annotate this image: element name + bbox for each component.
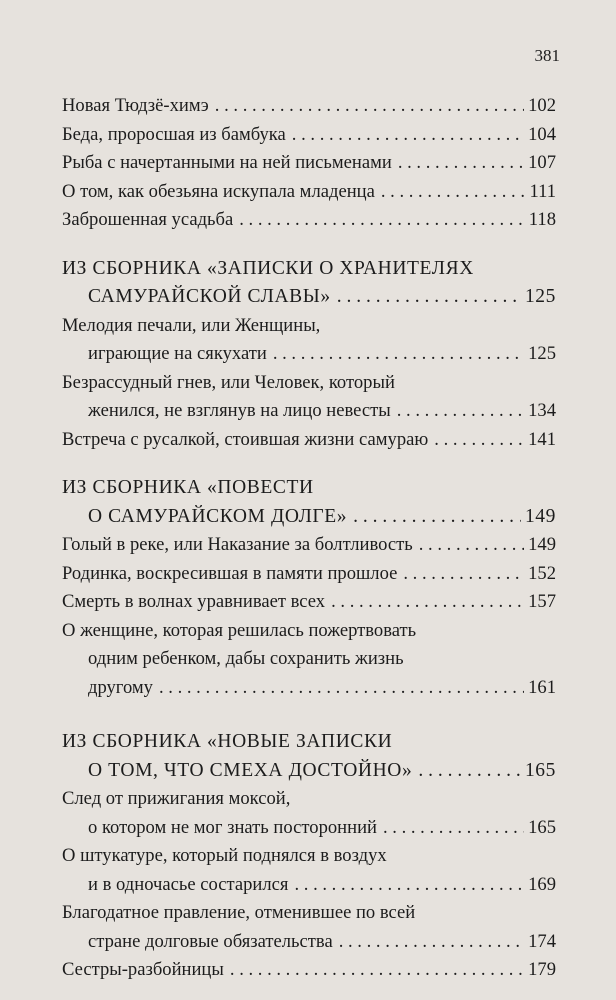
toc-line-text: женился, не взглянув на лицо невесты — [88, 400, 391, 421]
dot-leader — [397, 560, 524, 589]
dot-leader — [428, 426, 524, 455]
toc-entry[interactable] — [62, 312, 556, 369]
toc-line — [62, 842, 556, 871]
toc-line — [62, 503, 556, 532]
dot-leader — [267, 340, 524, 369]
toc-entry[interactable] — [62, 121, 556, 150]
dot-leader — [233, 206, 525, 235]
dot-leader — [391, 397, 524, 426]
toc-page-ref: 179 — [528, 959, 556, 980]
dot-leader — [413, 531, 524, 560]
toc-line-text: о котором не мог знать посторонний — [88, 816, 377, 838]
toc-line — [62, 121, 556, 150]
toc-section-heading[interactable] — [62, 474, 556, 531]
toc-page-ref: 165 — [528, 816, 556, 838]
dot-leader — [224, 956, 524, 985]
toc-line-text: ИЗ СБОРНИКА «НОВЫЕ ЗАПИСКИ — [62, 731, 393, 752]
toc-line — [62, 728, 556, 757]
toc-page-ref: 161 — [528, 676, 556, 698]
toc-line — [62, 645, 556, 674]
toc-line — [62, 531, 556, 560]
toc-line-text: другому — [88, 676, 153, 698]
page-number: 381 — [534, 46, 560, 65]
toc-line-text: О женщине, которая решилась пожертвовать — [62, 619, 417, 641]
section-gap — [62, 702, 556, 728]
toc-line-text: САМУРАЙСКОЙ СЛАВЫ» — [88, 286, 331, 307]
toc-line — [62, 426, 556, 455]
toc-line-text: играющие на сякухати — [88, 343, 267, 364]
toc-line — [62, 283, 556, 312]
toc-line — [62, 617, 556, 646]
toc-page-ref: 125 — [524, 286, 556, 307]
toc-line — [62, 928, 556, 957]
toc-line-text: Безрассудный гнев, или Человек, который — [62, 371, 395, 393]
toc-line — [62, 369, 556, 398]
dot-leader — [347, 503, 521, 532]
toc-line — [62, 757, 556, 786]
toc-line-text: След от прижигания моксой, — [62, 788, 291, 809]
toc-line — [62, 255, 556, 284]
toc-page-ref: 102 — [528, 95, 556, 116]
toc-line — [62, 92, 556, 121]
toc-entry[interactable] — [62, 899, 556, 956]
toc-line-text: О том, как обезьяна искупала младенца — [62, 180, 375, 202]
toc-line-text: Голый в реке, или Наказание за болтливость — [62, 534, 413, 555]
toc-line-text: О штукатуре, который поднялся в воздух — [62, 845, 387, 866]
toc-line — [62, 312, 556, 341]
toc-page-ref: 134 — [528, 400, 556, 421]
toc-page-ref: 118 — [528, 209, 556, 230]
dot-leader — [331, 283, 521, 312]
toc-page-ref: 152 — [528, 562, 556, 584]
table-of-contents — [62, 92, 556, 985]
dot-leader — [209, 92, 524, 121]
toc-entry[interactable] — [62, 588, 556, 617]
toc-line-text: Родинка, воскресившая в памяти прошлое — [62, 562, 398, 584]
toc-line — [62, 474, 556, 503]
toc-entry[interactable] — [62, 531, 556, 560]
toc-page-ref: 149 — [528, 534, 556, 555]
toc-line — [62, 178, 556, 207]
toc-page-ref: 157 — [528, 591, 556, 612]
toc-entry[interactable] — [62, 92, 556, 121]
toc-entry[interactable] — [62, 785, 556, 842]
toc-entry[interactable] — [62, 178, 556, 207]
toc-line — [62, 674, 556, 703]
toc-entry[interactable] — [62, 617, 556, 703]
toc-line — [62, 340, 556, 369]
toc-line-text: О ТОМ, ЧТО СМЕХА ДОСТОЙНО» — [88, 759, 413, 781]
toc-entry[interactable] — [62, 149, 556, 178]
toc-page-ref: 165 — [524, 759, 556, 781]
section-gap — [62, 235, 556, 255]
toc-line-text: одним ребенком, дабы сохранить жизнь — [88, 648, 404, 669]
dot-leader — [377, 814, 524, 843]
toc-line-text: Сестры-разбойницы — [62, 959, 224, 980]
dot-leader — [392, 149, 524, 178]
toc-line-text: Смерть в волнах уравнивает всех — [62, 591, 326, 612]
toc-page-ref: 125 — [528, 343, 556, 364]
toc-section-heading[interactable] — [62, 728, 556, 785]
toc-line-text: стране долговые обязательства — [88, 930, 333, 952]
toc-line — [62, 871, 556, 900]
toc-page-ref: 174 — [528, 930, 556, 952]
toc-section-heading[interactable] — [62, 255, 556, 312]
toc-line — [62, 899, 556, 928]
toc-line — [62, 397, 556, 426]
toc-line — [62, 560, 556, 589]
toc-line-text: Встреча с русалкой, стоившая жизни самураю — [62, 428, 429, 450]
dot-leader — [375, 178, 526, 207]
toc-page-ref: 169 — [528, 873, 556, 895]
toc-line-text: и в одночасье состарился — [88, 873, 289, 895]
toc-line-text: Новая Тюдзё-химэ — [62, 95, 209, 116]
section-gap — [62, 454, 556, 474]
toc-line-text: Беда, проросшая из бамбука — [62, 123, 286, 145]
dot-leader — [286, 121, 524, 150]
toc-line — [62, 149, 556, 178]
toc-line — [62, 814, 556, 843]
dot-leader — [333, 928, 524, 957]
toc-line — [62, 206, 556, 235]
toc-line-text: Благодатное правление, отменившее по всей — [62, 902, 416, 923]
toc-line-text: Заброшенная усадьба — [62, 209, 234, 230]
toc-page-ref: 111 — [529, 180, 556, 202]
toc-line — [62, 956, 556, 985]
toc-line — [62, 785, 556, 814]
toc-entry[interactable] — [62, 842, 556, 899]
toc-entry[interactable] — [62, 369, 556, 426]
toc-page-ref: 104 — [528, 123, 556, 145]
dot-leader — [412, 757, 521, 786]
toc-entry[interactable] — [62, 560, 556, 589]
dot-leader — [288, 871, 524, 900]
dot-leader — [325, 588, 524, 617]
toc-page-ref: 107 — [528, 152, 556, 173]
toc-page-ref: 149 — [524, 505, 556, 527]
toc-entry[interactable] — [62, 426, 556, 455]
toc-line-text: ИЗ СБОРНИКА «ЗАПИСКИ О ХРАНИТЕЛЯХ — [62, 257, 474, 279]
toc-line-text: Мелодия печали, или Женщины, — [62, 314, 321, 336]
toc-line-text: ИЗ СБОРНИКА «ПОВЕСТИ — [62, 477, 314, 498]
toc-entry[interactable] — [62, 956, 556, 985]
toc-line-text: О САМУРАЙСКОМ ДОЛГЕ» — [88, 505, 348, 527]
dot-leader — [153, 674, 524, 703]
toc-entry[interactable] — [62, 206, 556, 235]
toc-line-text: Рыба с начертанными на ней письменами — [62, 152, 392, 173]
toc-page-ref: 141 — [528, 428, 556, 450]
toc-line — [62, 588, 556, 617]
